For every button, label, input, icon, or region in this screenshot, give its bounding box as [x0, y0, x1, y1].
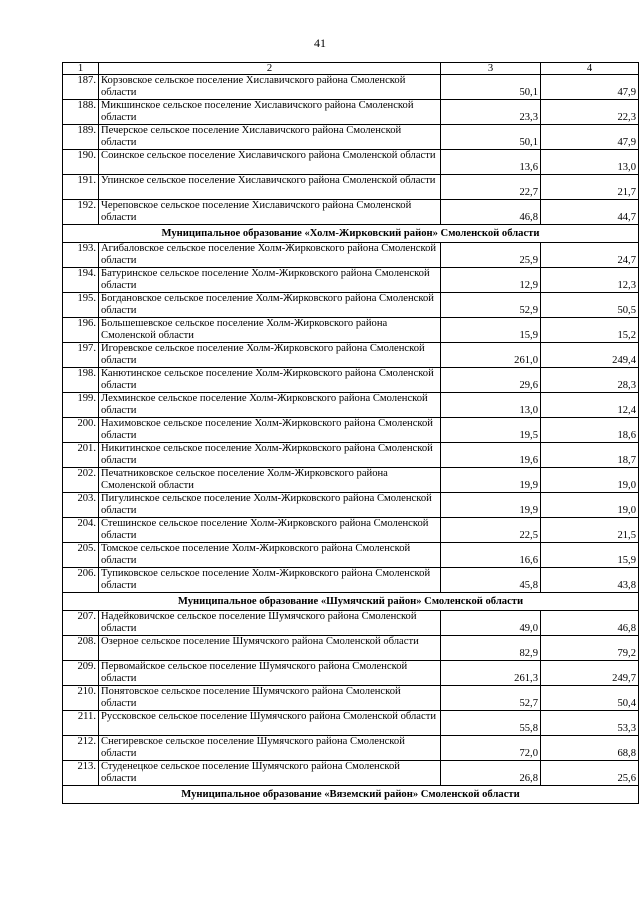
settlement-name: Печерское сельское поселение Хиславичского района Смоленской области — [99, 125, 441, 150]
table-row — [63, 418, 639, 443]
table-row — [63, 200, 639, 225]
value-col-4: 50,4 — [541, 686, 639, 711]
value-col-4: 15,9 — [541, 543, 639, 568]
value-col-4: 21,7 — [541, 175, 639, 200]
value-col-3: 82,9 — [441, 636, 541, 661]
section-header-row — [63, 786, 639, 804]
row-number: 199. — [63, 393, 99, 418]
row-number: 197. — [63, 343, 99, 368]
table-row — [63, 611, 639, 636]
row-number: 207. — [63, 611, 99, 636]
row-number: 192. — [63, 200, 99, 225]
value-col-3: 19,5 — [441, 418, 541, 443]
settlement-name: Лехминское сельское поселение Холм-Жирковского района Смоленской области — [99, 393, 441, 418]
value-col-4: 249,4 — [541, 343, 639, 368]
value-col-3: 19,6 — [441, 443, 541, 468]
value-col-3: 72,0 — [441, 736, 541, 761]
row-number: 200. — [63, 418, 99, 443]
row-number: 208. — [63, 636, 99, 661]
header-col-2: 2 — [99, 63, 441, 75]
row-number: 203. — [63, 493, 99, 518]
budget-table — [62, 62, 639, 804]
value-col-3: 55,8 — [441, 711, 541, 736]
row-number: 198. — [63, 368, 99, 393]
section-header-row — [63, 593, 639, 611]
value-col-3: 16,6 — [441, 543, 541, 568]
section-title: Муниципальное образование «Шумячский район» Смоленской области — [63, 593, 639, 611]
settlement-name: Богдановское сельское поселение Холм-Жирковского района Смоленской области — [99, 293, 441, 318]
value-col-3: 25,9 — [441, 243, 541, 268]
value-col-4: 19,0 — [541, 493, 639, 518]
table-row — [63, 493, 639, 518]
value-col-3: 19,9 — [441, 468, 541, 493]
value-col-4: 44,7 — [541, 200, 639, 225]
value-col-4: 47,9 — [541, 125, 639, 150]
value-col-3: 52,9 — [441, 293, 541, 318]
table-row — [63, 636, 639, 661]
settlement-name: Снегиревское сельское поселение Шумячского района Смоленской области — [99, 736, 441, 761]
row-number: 209. — [63, 661, 99, 686]
row-number: 213. — [63, 761, 99, 786]
row-number: 196. — [63, 318, 99, 343]
row-number: 201. — [63, 443, 99, 468]
value-col-4: 13,0 — [541, 150, 639, 175]
table-row — [63, 343, 639, 368]
table-row — [63, 443, 639, 468]
settlement-name: Первомайское сельское поселение Шумячского района Смоленской области — [99, 661, 441, 686]
settlement-name: Нахимовское сельское поселение Холм-Жирковского района Смоленской области — [99, 418, 441, 443]
settlement-name: Агибаловское сельское поселение Холм-Жирковского района Смоленской области — [99, 243, 441, 268]
value-col-3: 46,8 — [441, 200, 541, 225]
value-col-3: 261,0 — [441, 343, 541, 368]
value-col-4: 53,3 — [541, 711, 639, 736]
value-col-3: 261,3 — [441, 661, 541, 686]
table-row — [63, 268, 639, 293]
table-row — [63, 175, 639, 200]
settlement-name: Студенецкое сельское поселение Шумячского района Смоленской области — [99, 761, 441, 786]
table-row — [63, 661, 639, 686]
value-col-3: 29,6 — [441, 368, 541, 393]
header-col-1: 1 — [63, 63, 99, 75]
table-row — [63, 293, 639, 318]
table-row — [63, 368, 639, 393]
value-col-4: 249,7 — [541, 661, 639, 686]
settlement-name: Надейковичское сельское поселение Шумячского района Смоленской области — [99, 611, 441, 636]
value-col-3: 23,3 — [441, 100, 541, 125]
value-col-3: 50,1 — [441, 75, 541, 100]
table-row — [63, 75, 639, 100]
settlement-name: Пигулинское сельское поселение Холм-Жирковского района Смоленской области — [99, 493, 441, 518]
table-row — [63, 468, 639, 493]
value-col-4: 79,2 — [541, 636, 639, 661]
row-number: 194. — [63, 268, 99, 293]
value-col-4: 18,6 — [541, 418, 639, 443]
table-row — [63, 243, 639, 268]
value-col-4: 21,5 — [541, 518, 639, 543]
value-col-4: 47,9 — [541, 75, 639, 100]
value-col-4: 24,7 — [541, 243, 639, 268]
value-col-3: 22,5 — [441, 518, 541, 543]
row-number: 188. — [63, 100, 99, 125]
header-col-4: 4 — [541, 63, 639, 75]
value-col-4: 50,5 — [541, 293, 639, 318]
value-col-3: 45,8 — [441, 568, 541, 593]
row-number: 190. — [63, 150, 99, 175]
table-row — [63, 125, 639, 150]
table-row — [63, 393, 639, 418]
section-title: Муниципальное образование «Холм-Жирковский район» Смоленской области — [63, 225, 639, 243]
settlement-name: Никитинское сельское поселение Холм-Жирковского района Смоленской области — [99, 443, 441, 468]
settlement-name: Тупиковское сельское поселение Холм-Жирковского района Смоленской области — [99, 568, 441, 593]
settlement-name: Батуринское сельское поселение Холм-Жирковского района Смоленской области — [99, 268, 441, 293]
row-number: 206. — [63, 568, 99, 593]
header-row — [63, 63, 639, 75]
table-row — [63, 711, 639, 736]
row-number: 187. — [63, 75, 99, 100]
table-row — [63, 543, 639, 568]
value-col-3: 13,0 — [441, 393, 541, 418]
settlement-name: Корзовское сельское поселение Хиславичского района Смоленской области — [99, 75, 441, 100]
row-number: 205. — [63, 543, 99, 568]
settlement-name: Упинское сельское поселение Хиславичского района Смоленской области — [99, 175, 441, 200]
row-number: 195. — [63, 293, 99, 318]
settlement-name: Озерное сельское поселение Шумячского района Смоленской области — [99, 636, 441, 661]
table-row — [63, 150, 639, 175]
row-number: 189. — [63, 125, 99, 150]
settlement-name: Игоревское сельское поселение Холм-Жирковского района Смоленской области — [99, 343, 441, 368]
value-col-4: 28,3 — [541, 368, 639, 393]
value-col-3: 19,9 — [441, 493, 541, 518]
value-col-4: 18,7 — [541, 443, 639, 468]
value-col-4: 46,8 — [541, 611, 639, 636]
value-col-3: 26,8 — [441, 761, 541, 786]
value-col-3: 13,6 — [441, 150, 541, 175]
value-col-4: 12,4 — [541, 393, 639, 418]
settlement-name: Руссковское сельское поселение Шумячского района Смоленской области — [99, 711, 441, 736]
settlement-name: Томское сельское поселение Холм-Жирковского района Смоленской области — [99, 543, 441, 568]
table-row — [63, 761, 639, 786]
settlement-name: Стешинское сельское поселение Холм-Жирковского района Смоленской области — [99, 518, 441, 543]
value-col-3: 22,7 — [441, 175, 541, 200]
settlement-name: Печатниковское сельское поселение Холм-Жирковского района Смоленской области — [99, 468, 441, 493]
value-col-4: 22,3 — [541, 100, 639, 125]
table-row — [63, 568, 639, 593]
settlement-name: Большешевское сельское поселение Холм-Жирковского района Смоленской области — [99, 318, 441, 343]
row-number: 212. — [63, 736, 99, 761]
value-col-4: 43,8 — [541, 568, 639, 593]
header-col-3: 3 — [441, 63, 541, 75]
value-col-3: 12,9 — [441, 268, 541, 293]
settlement-name: Понятовское сельское поселение Шумячского района Смоленской области — [99, 686, 441, 711]
value-col-3: 49,0 — [441, 611, 541, 636]
value-col-3: 15,9 — [441, 318, 541, 343]
section-header-row — [63, 225, 639, 243]
row-number: 210. — [63, 686, 99, 711]
value-col-4: 12,3 — [541, 268, 639, 293]
table-row — [63, 686, 639, 711]
settlement-name: Канютинское сельское поселение Холм-Жирковского района Смоленской области — [99, 368, 441, 393]
settlement-name: Соинское сельское поселение Хиславичского района Смоленской области — [99, 150, 441, 175]
section-title: Муниципальное образование «Вяземский район» Смоленской области — [63, 786, 639, 804]
page-number: 41 — [314, 36, 326, 50]
settlement-name: Микшинское сельское поселение Хиславичского района Смоленской области — [99, 100, 441, 125]
value-col-4: 68,8 — [541, 736, 639, 761]
row-number: 191. — [63, 175, 99, 200]
table-row — [63, 318, 639, 343]
table-row — [63, 736, 639, 761]
value-col-4: 19,0 — [541, 468, 639, 493]
value-col-4: 15,2 — [541, 318, 639, 343]
row-number: 202. — [63, 468, 99, 493]
row-number: 193. — [63, 243, 99, 268]
table-row — [63, 518, 639, 543]
value-col-3: 52,7 — [441, 686, 541, 711]
table-row — [63, 100, 639, 125]
row-number: 204. — [63, 518, 99, 543]
value-col-4: 25,6 — [541, 761, 639, 786]
value-col-3: 50,1 — [441, 125, 541, 150]
row-number: 211. — [63, 711, 99, 736]
settlement-name: Череповское сельское поселение Хиславичского района Смоленской области — [99, 200, 441, 225]
